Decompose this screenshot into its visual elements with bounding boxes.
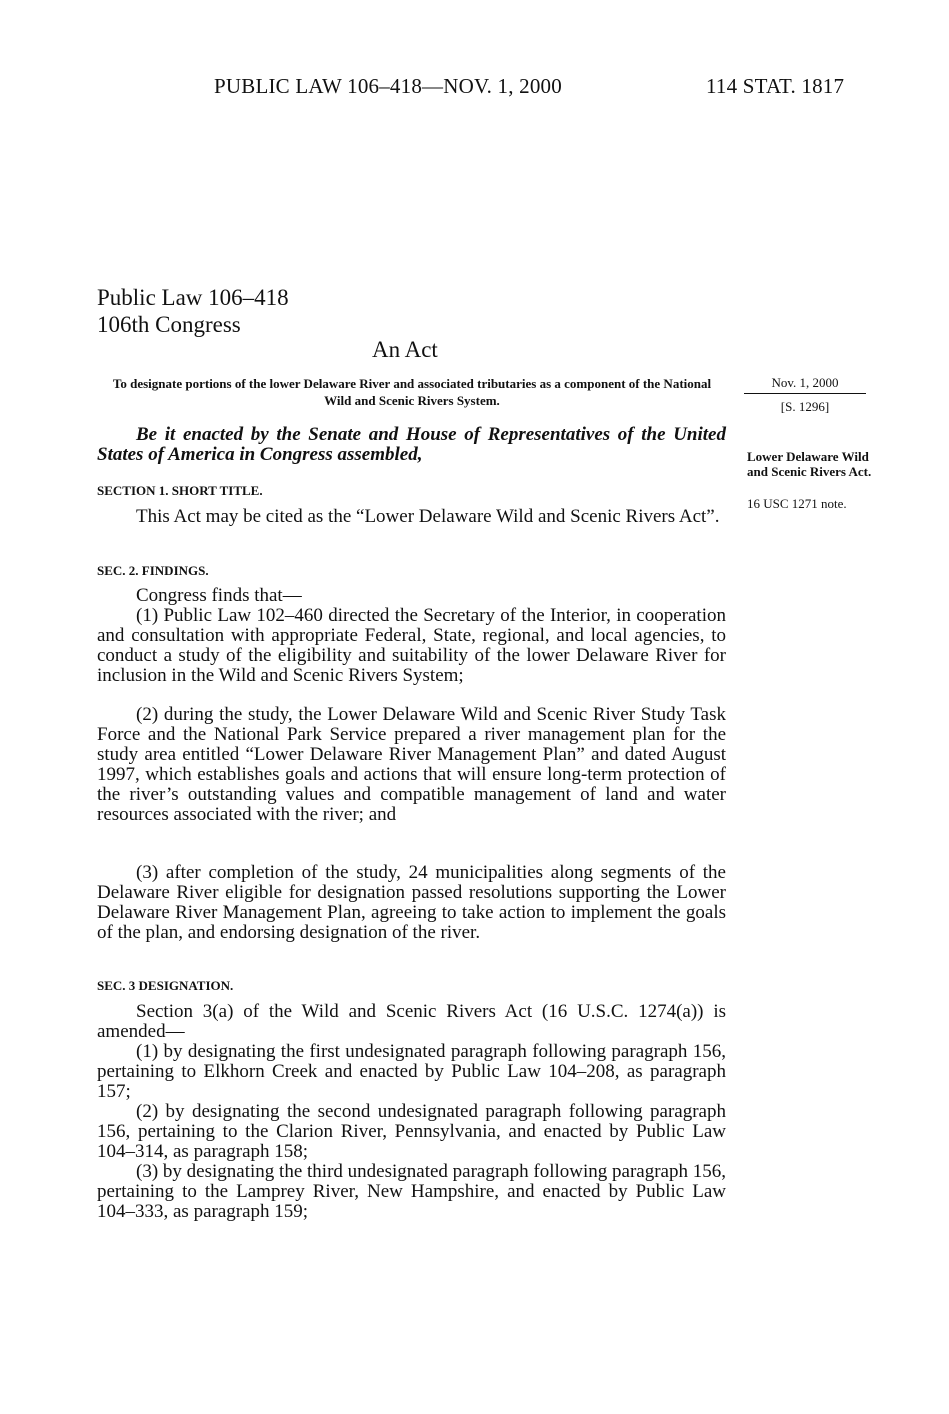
section-2-intro: Congress finds that— (136, 585, 302, 606)
margin-note-usc: 16 USC 1271 note. (747, 496, 847, 511)
act-purpose: To designate portions of the lower Delaware River and associated tributaries as a component of the National Wild and Scenic Rivers System. (112, 376, 712, 408)
section-2-heading: SEC. 2. FINDINGS. (97, 563, 209, 578)
section-3-amendment-1: (1) by designating the first undesignated paragraph following paragraph 156, pertaining to Elkhorn Creek and enacted by Public Law 104–208, as paragraph 157; (97, 1041, 726, 1102)
running-head-left: PUBLIC LAW 106–418—NOV. 1, 2000 (214, 74, 562, 98)
enacting-clause: Be it enacted by the Senate and House of Representatives of the United States of America in Congress assembled, (97, 424, 726, 465)
section-3-heading: SEC. 3 DESIGNATION. (97, 978, 234, 993)
section-2-finding-3: (3) after completion of the study, 24 municipalities along segments of the Delaware River eligible for designation passed resolutions supporting the Lower Delaware River Management Plan, agreeing to take action to implement the goals of the plan, and endorsing designation of the river. (97, 862, 726, 943)
section-1-heading: SECTION 1. SHORT TITLE. (97, 483, 263, 498)
running-head-page-citation: 114 STAT. 1817 (706, 74, 845, 98)
section-3-amendment-2: (2) by designating the second undesignated paragraph following paragraph 156, pertaining to the Clarion River, Pennsylvania, and enacted by Public Law 104–314, as paragraph 158; (97, 1101, 726, 1162)
section-1-paragraph: This Act may be cited as the “Lower Delaware Wild and Scenic Rivers Act”. (136, 506, 720, 527)
margin-note-bill-number: [S. 1296] (780, 399, 830, 414)
congress-number: 106th Congress (97, 312, 241, 337)
act-heading: An Act (372, 337, 438, 362)
margin-note-short-title: Lower Delaware Wild and Scenic Rivers Act. (747, 449, 872, 479)
section-2-finding-1: (1) Public Law 102–460 directed the Secretary of the Interior, in cooperation and consultation with appropriate Federal, State, regional, and local agencies, to conduct a study of the eligibility and suitability of the lower Delaware River for inclusion in the Wild and Scenic Rivers System; (97, 605, 726, 686)
section-2-finding-2: (2) during the study, the Lower Delaware Wild and Scenic River Study Task Force and the National Park Service prepared a river management plan for the study area entitled “Lower Delaware River Management Plan” and dated August 1997, which establishes goals and actions that will ensure long-term protection of the river’s outstanding values and compatible management of land and water resources associated with the river; and (97, 704, 726, 825)
margin-note-date: Nov. 1, 2000 (744, 375, 866, 394)
public-law-number: Public Law 106–418 (97, 285, 289, 310)
section-3-intro: Section 3(a) of the Wild and Scenic Rivers Act (16 U.S.C. 1274(a)) is amended— (97, 1001, 726, 1042)
section-3-amendment-3: (3) by designating the third undesignated paragraph following paragraph 156, pertaining to the Lamprey River, New Hampshire, and enacted by Public Law 104–333, as paragraph 159; (97, 1161, 726, 1222)
